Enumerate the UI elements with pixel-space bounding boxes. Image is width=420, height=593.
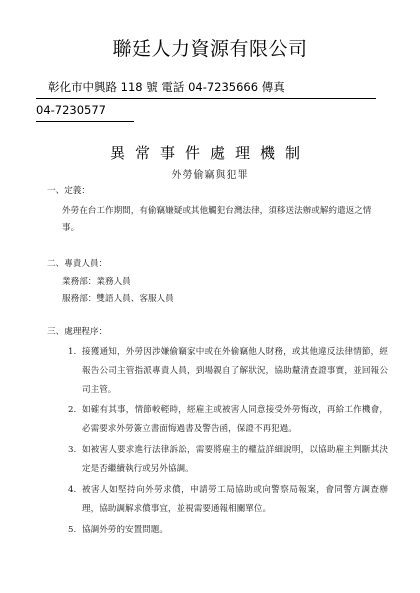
contact-fax: 04-7230577 <box>36 99 134 122</box>
step-number: 5. <box>68 525 77 535</box>
procedure-step <box>68 401 388 439</box>
definition-text: 外勞在台工作期間，有偷竊嫌疑或其他觸犯台灣法律，須移送法辦或解約遣返之情事。 <box>62 206 372 233</box>
step-number: 2. <box>68 405 77 415</box>
step-text: 如確有其事，情節較輕時，經雇主或被害人同意接受外勞悔改，再給工作機會，必需要求外勞簽立書面悔過書及警告函，保證不再犯過。 <box>82 405 388 434</box>
procedure-step <box>68 343 388 400</box>
staff-role-sales: 業務部：業務人員 <box>62 277 131 287</box>
step-text: 接獲通知，外勞因涉嫌偷竊家中或在外偷竊他人財務，或其他違反法律情節，經報告公司主管指派專責人員，到場親自了解狀況，協助釐清查證事實，並回報公司主管。 <box>82 347 388 395</box>
section-heading-staff: 二、專責人員： <box>47 259 108 269</box>
company-contact <box>36 76 376 122</box>
procedure-step <box>68 481 388 519</box>
section-heading-procedure: 三、處理程序： <box>47 327 108 337</box>
step-text: 如被害人要求進行法律訴訟，需要將雇主的權益詳細說明，以協助雇主判斷其決定是否繼續執行或另外協調。 <box>82 445 388 474</box>
document-subtitle: 外勞偷竊與犯罪 <box>171 170 249 181</box>
document-title: 異常事件處理機制 <box>109 144 310 162</box>
step-number: 4. <box>68 485 77 495</box>
section-heading-definition: 一、定義： <box>47 186 90 196</box>
company-name: 聯廷人力資源有限公司 <box>112 38 308 60</box>
step-number: 1. <box>68 347 77 357</box>
procedure-step <box>68 441 388 479</box>
contact-address-phone: 彰化市中興路 118 號 電話 04-7235666 傳真 <box>36 76 376 99</box>
step-text: 被害人如堅持向外勞求償，申請勞工局協助或向警察局報案，會同警方調查辦理，協助調解求償事宜，並視需要通報相關單位。 <box>82 485 388 514</box>
staff-role-service: 服務部：雙語人員、客服人員 <box>62 294 174 304</box>
procedure-step <box>68 521 388 540</box>
step-text: 協調外勞的安置問題。 <box>82 525 168 535</box>
step-number: 3. <box>68 445 77 455</box>
